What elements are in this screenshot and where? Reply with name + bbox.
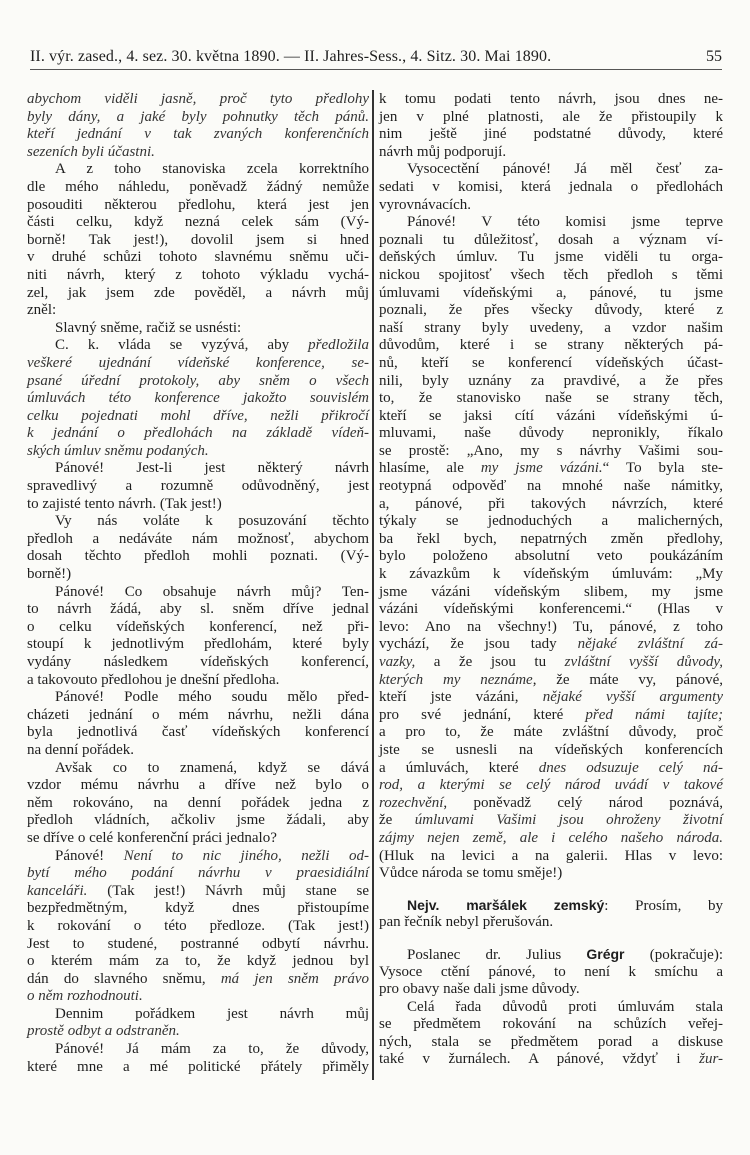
- page-number: 55: [706, 48, 722, 65]
- text-line: [379, 914, 723, 932]
- text-line: [379, 91, 723, 109]
- text-run: to návrh žádá, aby sl. sněm dříve jednal: [27, 601, 369, 618]
- text-line: [379, 584, 723, 602]
- text-run: : Prosím, by: [604, 897, 723, 914]
- text-line: [379, 848, 723, 866]
- text-line: [379, 724, 723, 742]
- text-run: části celku, když nezná celek sám (Vý-: [27, 214, 369, 231]
- text-line: [379, 337, 723, 355]
- text-run: (Tak jest!) Návrh můj stane se: [87, 882, 369, 899]
- text-line: [379, 619, 723, 637]
- italic-text-run: nějaké vyšší argumenty: [542, 689, 723, 706]
- text-line: [379, 601, 723, 619]
- text-line: [27, 355, 369, 373]
- text-run: se předmětem rokování na schůzích veřej-: [379, 1016, 723, 1033]
- text-line: [27, 232, 369, 250]
- text-run: také v žurnálech. A pánové, vždyť i: [379, 1051, 700, 1068]
- text-line: [27, 936, 369, 954]
- paragraph: [27, 161, 369, 319]
- text-run: a úmluvách, které: [379, 759, 539, 776]
- text-line: [27, 267, 369, 285]
- text-line: [27, 302, 369, 320]
- text-line: [27, 795, 369, 813]
- text-line: [379, 197, 723, 215]
- text-run: A z toho stanoviska zcela korrektního: [55, 161, 369, 178]
- text-run: Slavný sněme, račiž se usnésti:: [55, 319, 242, 336]
- text-line: [27, 390, 369, 408]
- text-line: [379, 830, 723, 848]
- italic-text-run: Není to nic jiného, nežli od-: [123, 847, 370, 864]
- italic-text-run: psané úřední protokoly, aby sněm o všech: [27, 372, 369, 389]
- text-run: jen v plné platnosti, ale že přistoupily k: [379, 108, 723, 125]
- text-run: které mne a mé politické přátely přiměly: [27, 1058, 369, 1075]
- text-run: Avšak co to znamená, když se dává: [55, 759, 369, 776]
- italic-text-run: žur-: [699, 1051, 723, 1068]
- paragraph: [27, 320, 369, 338]
- text-run: jste se usnesli na vídeňských konferencích: [379, 741, 723, 758]
- paragraph: [27, 1041, 369, 1076]
- text-run: návrh můj podporují.: [379, 143, 507, 160]
- text-line: [379, 999, 723, 1017]
- text-line: [27, 214, 369, 232]
- text-line: [379, 496, 723, 514]
- text-run: Jest to studené, postranné odbytí návrhu.: [27, 935, 369, 952]
- text-line: [379, 320, 723, 338]
- italic-text-run: má jen sněm právo: [220, 970, 370, 987]
- italic-text-run: kterých my neznáme: [379, 671, 533, 688]
- text-line: [27, 672, 369, 690]
- text-run: sedati v komisi, která jednala o předlohách: [379, 178, 723, 195]
- paragraph: [27, 513, 369, 583]
- text-run: pro své jednání, které: [379, 706, 586, 723]
- text-line: [379, 144, 723, 162]
- header-title: II. výr. zased., 4. sez. 30. května 1890. — II. Jahres-Sess., 4. Sitz. 30. Mai 1890.: [30, 48, 552, 65]
- text-run: cházeti jednání o mém návrhu, nežli dána: [27, 706, 369, 723]
- text-line: [27, 830, 369, 848]
- text-line: [27, 1023, 369, 1041]
- text-run: Vysocectění pánové! Já měl česť za-: [407, 161, 723, 178]
- text-run: zněl:: [27, 302, 57, 319]
- text-line: [379, 865, 723, 883]
- text-run: důvodům, které i se strany některých pá-: [379, 337, 723, 354]
- text-line: [27, 161, 369, 179]
- text-line: [27, 408, 369, 426]
- text-run: zel, jak jsem zde pověděl, a návrh můj: [27, 284, 369, 301]
- text-run: vzdor mému návrhu a dříve než bylo o: [27, 777, 369, 794]
- text-run: nickou spojitosť všech těch předloh s těmi: [379, 266, 723, 283]
- text-run: v druhé schůzi tohoto slavnému sněmu uči-: [27, 249, 369, 266]
- text-line: [27, 478, 369, 496]
- italic-text-run: ských úmluv sněmu podaných.: [27, 442, 209, 459]
- paragraph: [27, 848, 369, 1006]
- text-line: [27, 760, 369, 778]
- text-line: [379, 443, 723, 461]
- text-line: [379, 249, 723, 267]
- text-line: [379, 795, 723, 813]
- text-line: [27, 285, 369, 303]
- text-run: hlasíme, ale: [379, 460, 481, 477]
- text-line: [379, 964, 723, 982]
- paragraph: [379, 161, 723, 214]
- text-line: [27, 1059, 369, 1077]
- text-line: [379, 707, 723, 725]
- text-line: [27, 918, 369, 936]
- italic-text-run: úmluvami Vašimi jsou ohroženy životní: [414, 812, 723, 829]
- paragraph: [379, 214, 723, 883]
- text-run: stoupí k jednotlivým předlohám, které byly: [27, 636, 369, 653]
- paragraph: [379, 91, 723, 161]
- text-run: borně! Tak jest!), dovolil jsem si hned: [27, 231, 369, 248]
- text-run: jsme vázáni vídeňským slibem, my jsme: [379, 583, 723, 600]
- running-header: [30, 40, 722, 70]
- text-line: [27, 1041, 369, 1059]
- paragraph: [379, 897, 723, 932]
- text-run: pro obavy naše dali jsme důvody.: [379, 981, 580, 998]
- text-line: [379, 812, 723, 830]
- text-run: kteří jste vázáni,: [379, 689, 543, 706]
- text-run: vyrovnávacích.: [379, 196, 472, 213]
- paragraph: [27, 337, 369, 460]
- text-run: se dříve o celé konferenční práci jednalo?: [27, 829, 277, 846]
- text-run: levo: Ano na všechny!) Tu, pánové, z toho: [379, 618, 723, 635]
- text-run: k závazkům k vídeňským úmluvám: „My: [379, 566, 723, 583]
- text-line: [27, 865, 369, 883]
- text-line: [27, 460, 369, 478]
- paragraph: [379, 999, 723, 1069]
- italic-text-run: abychom viděli jasně, proč tyto předlohy: [27, 91, 369, 107]
- paragraph: [27, 460, 369, 513]
- paragraph: [27, 91, 369, 161]
- text-run: že: [379, 812, 415, 829]
- text-line: [379, 126, 723, 144]
- italic-text-run: my jsme vázáni.: [480, 460, 603, 477]
- italic-text-run: byly dány, a jaké byly pohnutky těch pánů.: [27, 108, 369, 125]
- text-line: [27, 689, 369, 707]
- text-run: nim ještě jiné podstatné důvody, které: [379, 126, 723, 143]
- text-run: kteří se jaksi cítí vázáni vídeňskými ú-: [379, 407, 723, 424]
- text-run: niti návrh, který z tohoto výkladu vychá-: [27, 266, 369, 283]
- text-run: nů, kteří se konferencí vídeňských účast-: [379, 354, 723, 371]
- text-run: a že jsou tu: [415, 654, 565, 670]
- text-line: [27, 513, 369, 531]
- text-run: Poslanec dr. Julius: [407, 946, 587, 963]
- speaker-name: Grégr: [586, 945, 625, 962]
- text-run: (Hluk na levici a na galerii. Hlas v levo:: [379, 847, 723, 864]
- text-line: [27, 320, 369, 338]
- text-line: [379, 636, 723, 654]
- text-line: [27, 566, 369, 584]
- text-run: Vůdce národa se tomu směje!): [379, 865, 563, 882]
- text-run: nili, byly uznány za pravdivé, a že přes: [379, 372, 723, 389]
- text-line: [379, 408, 723, 426]
- text-run: , že máte vy, pánové,: [532, 671, 723, 688]
- text-run: “ To byla ste-: [602, 460, 723, 477]
- text-run: dosah těchto předloh mohli poznati. (Vý-: [27, 548, 369, 565]
- text-line: [27, 777, 369, 795]
- text-run: , poněvadž celý národ poznává,: [443, 794, 723, 811]
- text-line: [27, 531, 369, 549]
- text-line: [379, 161, 723, 179]
- text-run: to zajisté tento návrh. (Tak jest!): [27, 495, 222, 512]
- text-line: [27, 144, 369, 162]
- italic-text-run: zvláštní vyšší důvody,: [564, 654, 723, 670]
- text-line: [27, 601, 369, 619]
- italic-text-run: o něm rozhodnouti.: [27, 988, 143, 1005]
- text-run: se prostě: „Ano, my s návrhy Vašimi sou-: [379, 442, 723, 459]
- text-run: ba řekl bych, nepatrných změn předlohy,: [379, 530, 723, 547]
- text-run: dán do slavného sněmu,: [27, 970, 221, 987]
- text-line: [27, 496, 369, 514]
- text-line: [379, 302, 723, 320]
- text-line: [379, 897, 723, 915]
- text-line: [379, 777, 723, 795]
- text-line: [27, 619, 369, 637]
- text-line: [27, 707, 369, 725]
- text-line: [379, 548, 723, 566]
- paragraph: [27, 1006, 369, 1041]
- italic-text-run: vazky,: [379, 654, 416, 670]
- italic-text-run: kanceláři.: [27, 882, 88, 899]
- text-line: [379, 179, 723, 197]
- text-line: [27, 425, 369, 443]
- italic-text-run: nějaké zvláštní zá-: [577, 636, 723, 653]
- text-line: [379, 267, 723, 285]
- text-run: bezpředmětným, když dnes přistoupíme: [27, 900, 369, 917]
- text-line: [27, 812, 369, 830]
- text-run: dle mého náhledu, poněvadž žádný nemůže: [27, 178, 369, 195]
- italic-text-run: úmluvách této konference jakožto souvislém: [27, 390, 369, 407]
- text-line: [379, 390, 723, 408]
- text-line: [27, 91, 369, 109]
- text-line: [379, 760, 723, 778]
- italic-text-run: bytí mého podání návrhu v praesidiální: [27, 865, 369, 882]
- text-run: poznali tu důležitosť, dosah a význam ví-: [379, 231, 723, 248]
- text-run: Dennim pořádkem jest návrh můj: [55, 1005, 369, 1022]
- text-run: něm rokováno, na denní pořádek jedna z: [27, 794, 369, 811]
- text-line: [379, 232, 723, 250]
- paragraph: [27, 689, 369, 759]
- speaker-name: Nejv. maršálek zemský: [407, 896, 605, 913]
- text-run: na denní pořádek.: [27, 741, 135, 758]
- text-line: [379, 109, 723, 127]
- text-line: [27, 584, 369, 602]
- text-run: vychází, že jsou tady: [379, 636, 578, 653]
- text-line: [379, 1016, 723, 1034]
- text-run: a takovouto předlohou je dnešní předloha.: [27, 671, 280, 688]
- text-line: [379, 513, 723, 531]
- text-line: [379, 355, 723, 373]
- text-line: [379, 1051, 723, 1069]
- text-run: deňských úmluv. Tu jsme viděli tu orga-: [379, 249, 723, 266]
- text-line: [27, 179, 369, 197]
- text-run: Pánové! Co obsahuje návrh můj? Ten-: [55, 583, 369, 600]
- text-line: [27, 636, 369, 654]
- text-run: týkaly se jednoduchých a malicherných,: [379, 513, 723, 530]
- text-run: vázáni vídeňskými konferencemi.“ (Hlas v: [379, 601, 723, 618]
- text-run: k rokování o této předloze. (Tak jest!): [27, 917, 369, 934]
- text-run: Pánové!: [55, 847, 124, 864]
- text-line: [379, 981, 723, 999]
- text-run: spravedlivý a rozumně odůvodněný, jest: [27, 478, 369, 495]
- italic-text-run: veškeré ujednání vídeňské konference, se-: [27, 354, 369, 371]
- text-run: předloh a nedáváte nám možnosť, abychom: [27, 530, 369, 547]
- text-run: úmluvami vídeňskými a, pánové, tu jsme: [379, 284, 723, 301]
- text-line: [27, 883, 369, 901]
- text-line: [27, 971, 369, 989]
- text-line: [27, 197, 369, 215]
- italic-text-run: celku pojednati mohl dříve, nežli přikročí: [27, 407, 369, 424]
- text-run: o kterém mám za to, že když jednou byl: [27, 953, 369, 970]
- italic-text-run: zájmy nejen země, ale i celého našeho národa.: [379, 829, 723, 846]
- text-run: a, pánové, při takových návrzích, které: [379, 495, 723, 512]
- left-column: [27, 91, 369, 1076]
- text-run: bylo položeno absolutní veto poukázáním: [379, 548, 723, 565]
- text-line: [379, 672, 723, 690]
- text-line: [379, 689, 723, 707]
- text-line: [27, 126, 369, 144]
- text-line: [27, 548, 369, 566]
- text-run: pan řečník nebyl přerušován.: [379, 914, 554, 931]
- text-run: mluvami, naše důvody nepronikly, říkalo: [379, 425, 723, 442]
- italic-text-run: sezeních byli účastni.: [27, 143, 155, 160]
- paragraph: [27, 584, 369, 690]
- text-line: [27, 373, 369, 391]
- paragraph: [27, 760, 369, 848]
- text-run: poznali, že přes všecky důvody, které z: [379, 302, 723, 319]
- text-line: [379, 285, 723, 303]
- text-run: byla jednotlivá časť vídeňských konferencí: [27, 724, 369, 741]
- text-run: C. k. vláda se vyzývá, aby: [55, 337, 309, 354]
- text-run: posouditi některou předlohu, která jest jen: [27, 196, 369, 213]
- text-run: to, že stanovisko naše se strany těch,: [379, 390, 723, 407]
- text-line: [379, 373, 723, 391]
- text-line: [379, 654, 723, 672]
- text-run: (pokračuje):: [624, 946, 724, 963]
- text-run: borně!): [27, 566, 72, 583]
- text-run: Vy nás voláte k posuzování těchto: [55, 513, 369, 530]
- text-run: a pro to, že máte zvláštní důvody, proč: [379, 724, 723, 741]
- text-line: [379, 214, 723, 232]
- text-line: [27, 249, 369, 267]
- text-run: Pánové! Já mám za to, že důvody,: [55, 1041, 369, 1058]
- text-run: reotypná odpověď na mnohé naše námitky,: [379, 478, 723, 495]
- text-run: Pánové! Podle mého soudu mělo před-: [55, 689, 369, 706]
- text-run: Vysoce ctění pánové, to není k smíchu a: [379, 963, 723, 980]
- text-line: [27, 900, 369, 918]
- text-line: [379, 478, 723, 496]
- italic-text-run: k jednání o předlohách na základě vídeň-: [27, 425, 369, 442]
- italic-text-run: rozechvění: [379, 794, 444, 811]
- text-run: Pánové! V této komisi jsme teprve: [407, 214, 723, 231]
- italic-text-run: rod, a kterými se celý národ uvádí v takové: [379, 777, 723, 794]
- text-line: [27, 848, 369, 866]
- text-run: naší strany byly uvedeny, a vzdor našim: [379, 319, 723, 336]
- text-run: Pánové! Jest-li jest některý návrh: [55, 460, 369, 477]
- text-run: předloh vládních, ačkoliv jsme žádali, aby: [27, 812, 369, 829]
- paragraph: [379, 946, 723, 999]
- text-line: [27, 1006, 369, 1024]
- text-line: [27, 109, 369, 127]
- text-line: [379, 1034, 723, 1052]
- text-line: [27, 443, 369, 461]
- text-run: vydány následkem vídeňských konferencí,: [27, 654, 369, 670]
- italic-text-run: předložila: [308, 337, 369, 354]
- text-line: [379, 531, 723, 549]
- text-run: Celá řada důvodů proti úmluvám stala: [407, 998, 723, 1015]
- italic-text-run: dnes odsuzuje celý ná-: [538, 759, 723, 776]
- text-line: [27, 953, 369, 971]
- text-line: [27, 724, 369, 742]
- text-line: [379, 566, 723, 584]
- column-divider: [372, 90, 374, 1080]
- italic-text-run: kteří jednání v tak zvaných konferenčních: [27, 126, 369, 143]
- text-line: [27, 654, 369, 672]
- text-run: o celku vídeňských konferencí, než při-: [27, 618, 369, 635]
- italic-text-run: před námi tajíte;: [585, 706, 723, 723]
- text-run: ných, stala se předmětem porad a diskuse: [379, 1033, 723, 1050]
- text-line: [379, 460, 723, 478]
- text-line: [27, 337, 369, 355]
- italic-text-run: prostě odbyt a odstraněn.: [27, 1023, 180, 1040]
- text-line: [379, 425, 723, 443]
- text-line: [379, 946, 723, 964]
- text-line: [27, 988, 369, 1006]
- text-run: k tomu podati tento návrh, jsou dnes ne-: [379, 91, 723, 107]
- text-line: [27, 742, 369, 760]
- text-line: [379, 742, 723, 760]
- right-column: [379, 91, 723, 1069]
